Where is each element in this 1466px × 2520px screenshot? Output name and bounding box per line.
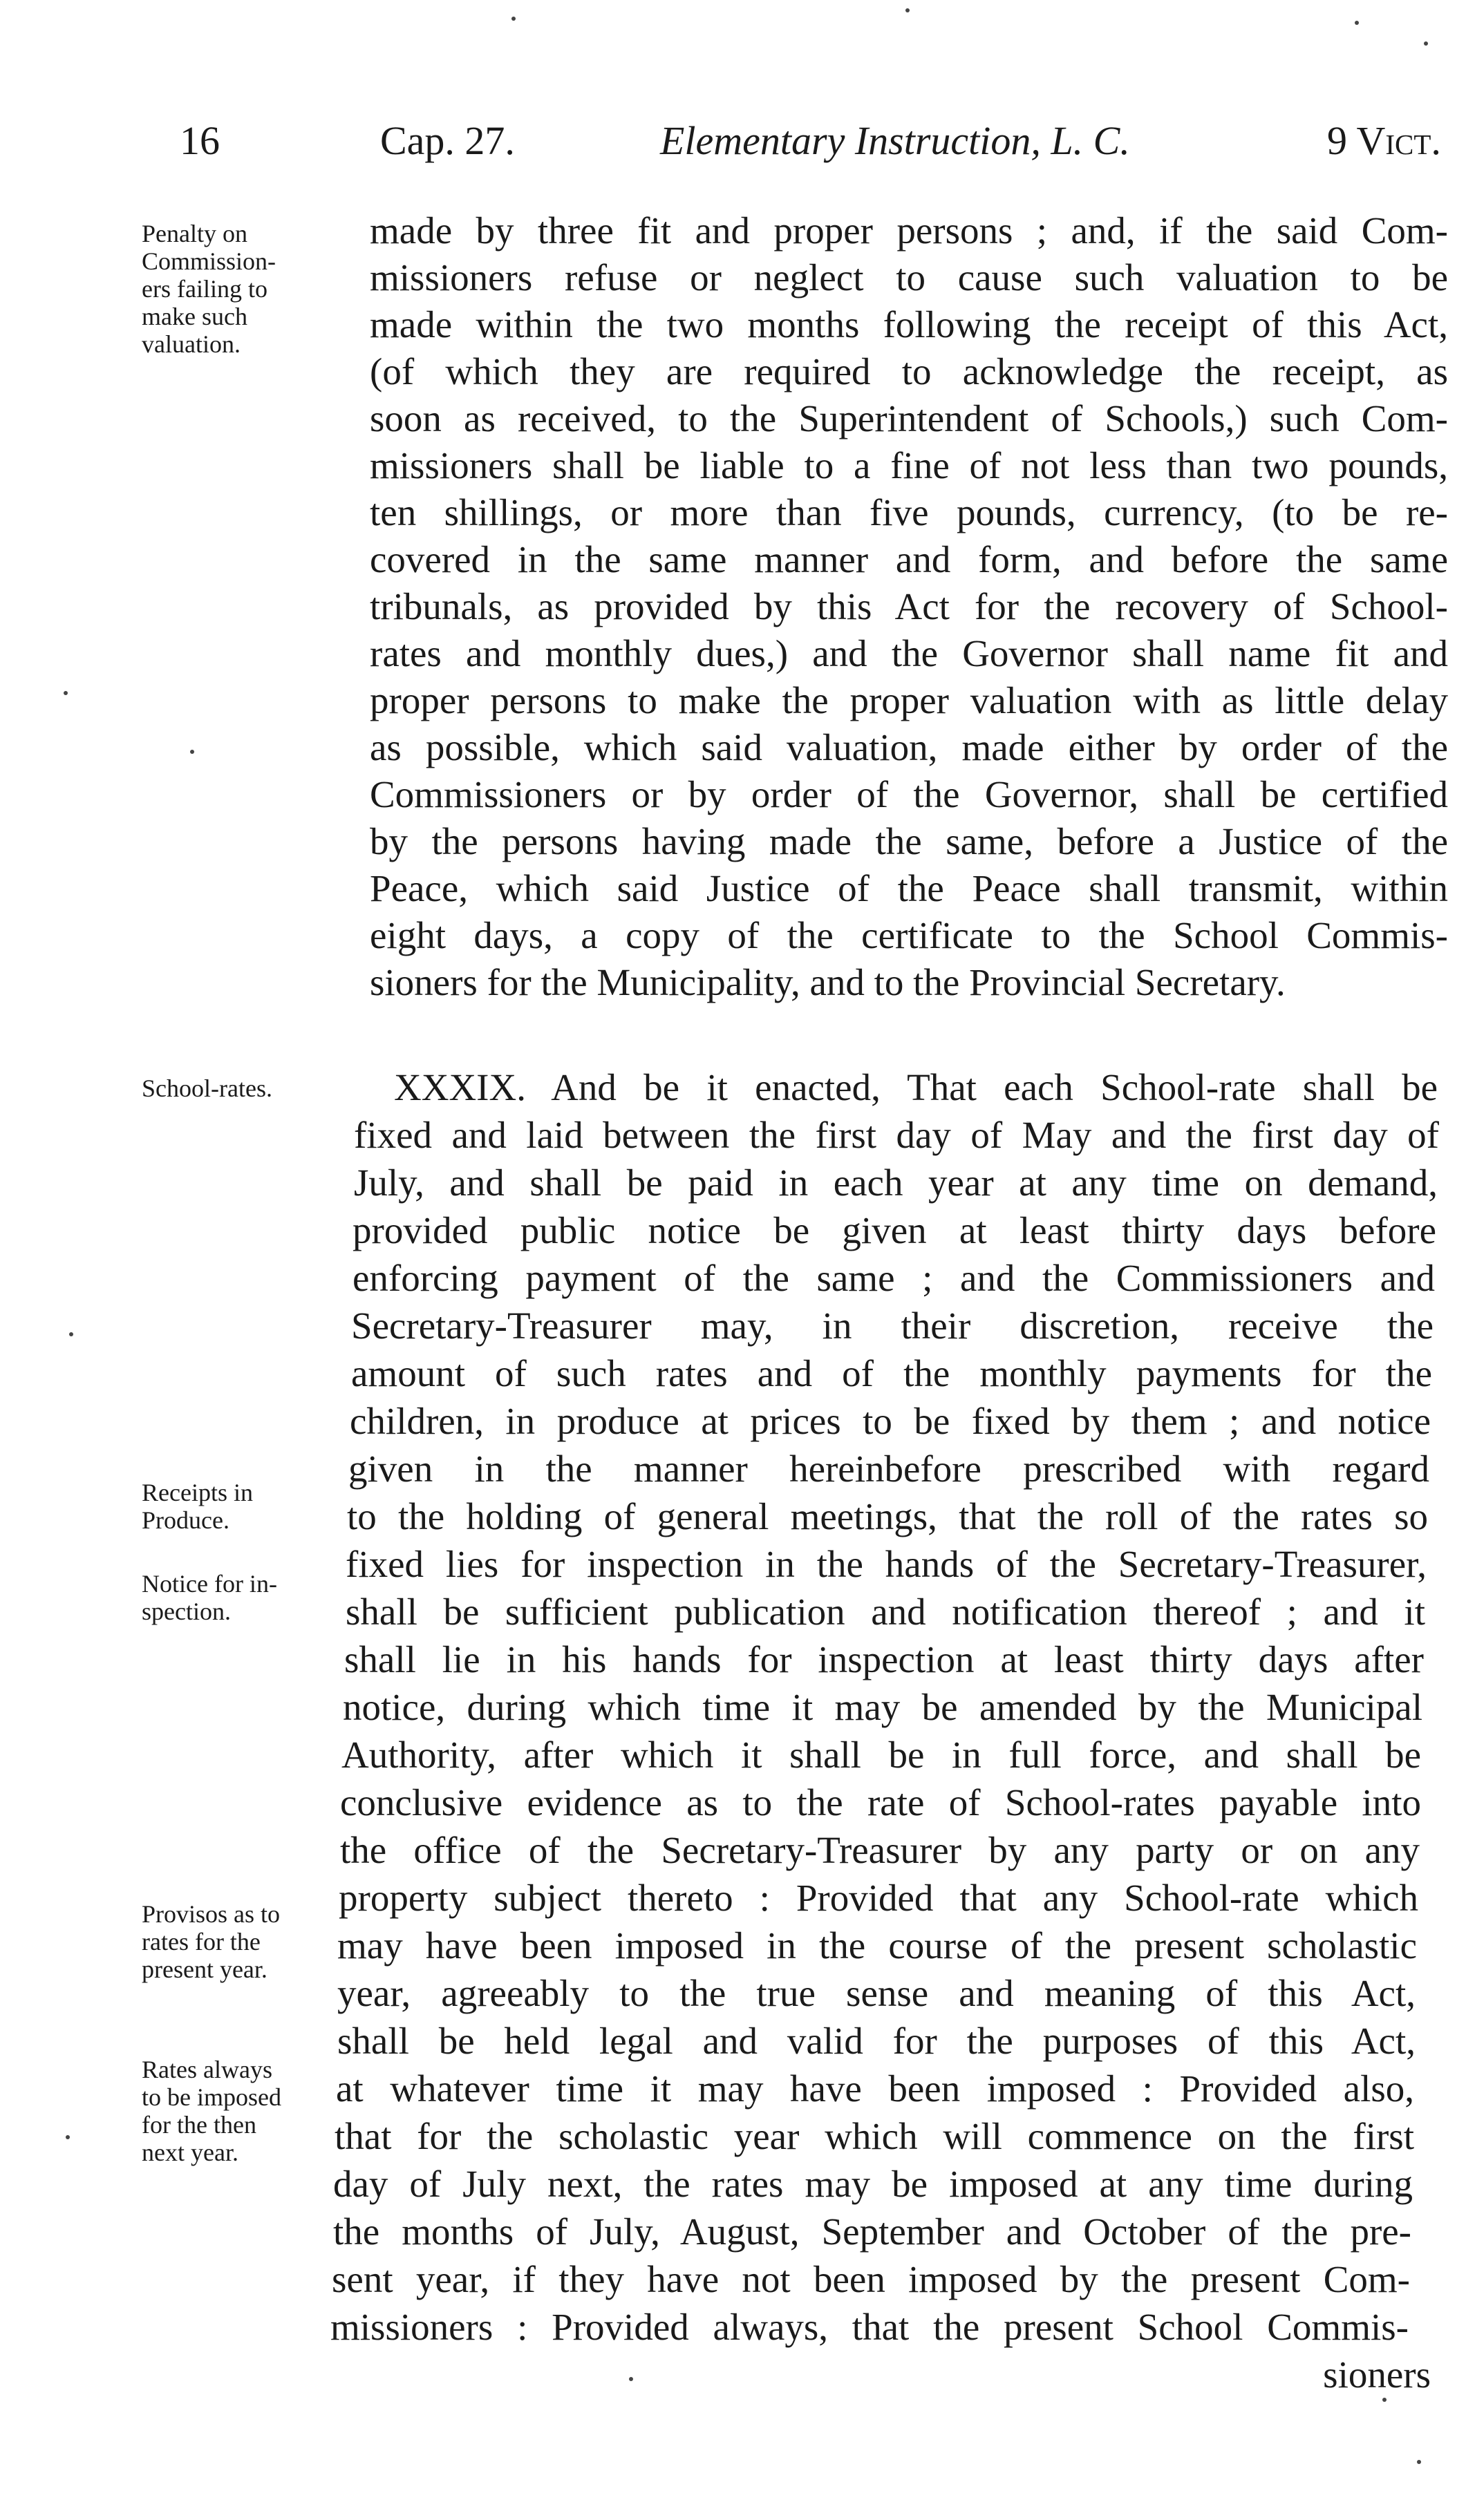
text-line: Peace, which said Justice of the Peace shall transmit, within	[370, 867, 1448, 909]
scan-speck	[1355, 21, 1359, 25]
scan-speck	[1382, 2398, 1387, 2402]
text-line: Commissioners or by order of the Governor, shall be certified	[370, 773, 1448, 815]
text-line: the office of the Secretary-Treasurer by any party or on any	[340, 1829, 1420, 1871]
regnal-year: 9 Vict.	[1327, 118, 1441, 163]
scan-speck	[1417, 2460, 1421, 2464]
page-number: 16	[180, 118, 220, 163]
text-line: missioners shall be liable to a fine of not less than two pounds,	[370, 444, 1448, 486]
text-line: that for the scholastic year which will commence on the first	[335, 2115, 1414, 2157]
scan-speck	[629, 2377, 633, 2381]
scan-speck	[905, 8, 910, 12]
text-line: missioners : Provided always, that the present School Commis-	[330, 2306, 1409, 2348]
text-line: the months of July, August, September and October of the pre-	[333, 2210, 1411, 2253]
scan-speck	[69, 1332, 73, 1336]
text-line: property subject thereto : Provided that any School-rate which	[339, 1877, 1418, 1919]
text-line: given in the manner hereinbefore prescribed with regard	[348, 1448, 1429, 1490]
text-line: at whatever time it may have been imposed : Provided also,	[336, 2067, 1414, 2110]
text-line: fixed lies for inspection in the hands of the Secretary-Treasurer,	[346, 1543, 1427, 1585]
margin-note-penalty: Penalty on Commission- ers failing to make such valuation.	[142, 220, 276, 358]
text-line: Authority, after which it shall be in full force, and shall be	[341, 1734, 1421, 1776]
text-line: made by three fit and proper persons ; and, if the said Com-	[370, 209, 1448, 252]
text-line: covered in the same manner and form, and before the same	[370, 538, 1448, 580]
text-line: (of which they are required to acknowledge the receipt, as	[370, 350, 1448, 392]
text-line: made within the two months following the receipt of this Act,	[370, 303, 1448, 345]
text-line: year, agreeably to the true sense and meaning of this Act,	[337, 1972, 1416, 2014]
text-line: day of July next, the rates may be imposed at any time during	[333, 2163, 1413, 2205]
margin-note-provisos: Provisos as to rates for the present year.	[142, 1900, 281, 1983]
margin-note-receipts: Receipts in Produce.	[142, 1479, 253, 1534]
scan-speck	[66, 2135, 70, 2139]
text-line: shall be sufficient publication and notification thereof ; and it	[346, 1591, 1425, 1633]
text-line: as possible, which said valuation, made either by order of the	[370, 726, 1448, 768]
text-line: sent year, if they have not been imposed by the present Com-	[332, 2258, 1410, 2300]
text-line: eight days, a copy of the certificate to the School Commis-	[370, 914, 1448, 956]
scan-speck	[64, 691, 68, 695]
text-line: provided public notice be given at least thirty days before	[353, 1209, 1436, 1251]
text-line: to the holding of general meetings, that the roll of the rates so	[347, 1495, 1428, 1537]
text-line: ten shillings, or more than five pounds, currency, (to be re-	[370, 491, 1448, 533]
running-title: Elementary Instruction, L. C.	[660, 118, 1130, 163]
margin-note-school-rates: School-rates.	[142, 1074, 272, 1102]
scan-speck	[1424, 41, 1428, 46]
text-line: children, in produce at prices to be fixed by them ; and notice	[350, 1400, 1431, 1442]
text-line: enforcing payment of the same ; and the Commissioners and	[353, 1257, 1435, 1299]
text-line: conclusive evidence as to the rate of School-rates payable into	[340, 1781, 1421, 1823]
text-line: amount of such rates and of the monthly payments for the	[351, 1352, 1432, 1394]
text-line: by the persons having made the same, before a Justice of the	[370, 820, 1448, 862]
text-line: proper persons to make the proper valuation with as little delay	[370, 679, 1448, 721]
scan-speck	[190, 750, 194, 754]
catchword: sioners	[1323, 2353, 1431, 2396]
text-line: tribunals, as provided by this Act for the recovery of School-	[370, 585, 1448, 627]
text-line: Secretary-Treasurer may, in their discretion, receive the	[351, 1305, 1434, 1347]
section-heading-line: XXXIX. And be it enacted, That each School-rate shall be	[394, 1066, 1438, 1108]
scan-speck	[511, 17, 516, 21]
text-line: sioners for the Municipality, and to the Provincial Secretary.	[370, 961, 1286, 1003]
chapter-number: Cap. 27.	[380, 118, 515, 163]
margin-note-rates-always: Rates always to be imposed for the then next year.	[142, 2056, 281, 2166]
text-line: notice, during which time it may be amended by the Municipal	[343, 1686, 1422, 1728]
text-line: July, and shall be paid in each year at any time on demand,	[354, 1162, 1438, 1204]
text-line: may have been imposed in the course of the present scholastic	[337, 1924, 1417, 1967]
text-line: shall be held legal and valid for the purposes of this Act,	[337, 2020, 1416, 2062]
margin-note-notice: Notice for in- spection.	[142, 1570, 277, 1625]
text-line: missioners refuse or neglect to cause such valuation to be	[370, 256, 1448, 299]
text-line: rates and monthly dues,) and the Governor shall name fit and	[370, 632, 1448, 674]
text-line: fixed and laid between the first day of May and the first day of	[354, 1114, 1439, 1156]
running-header	[0, 117, 1466, 180]
text-line: soon as received, to the Superintendent of Schools,) such Com-	[370, 397, 1448, 439]
text-line: shall lie in his hands for inspection at least thirty days after	[344, 1638, 1424, 1680]
